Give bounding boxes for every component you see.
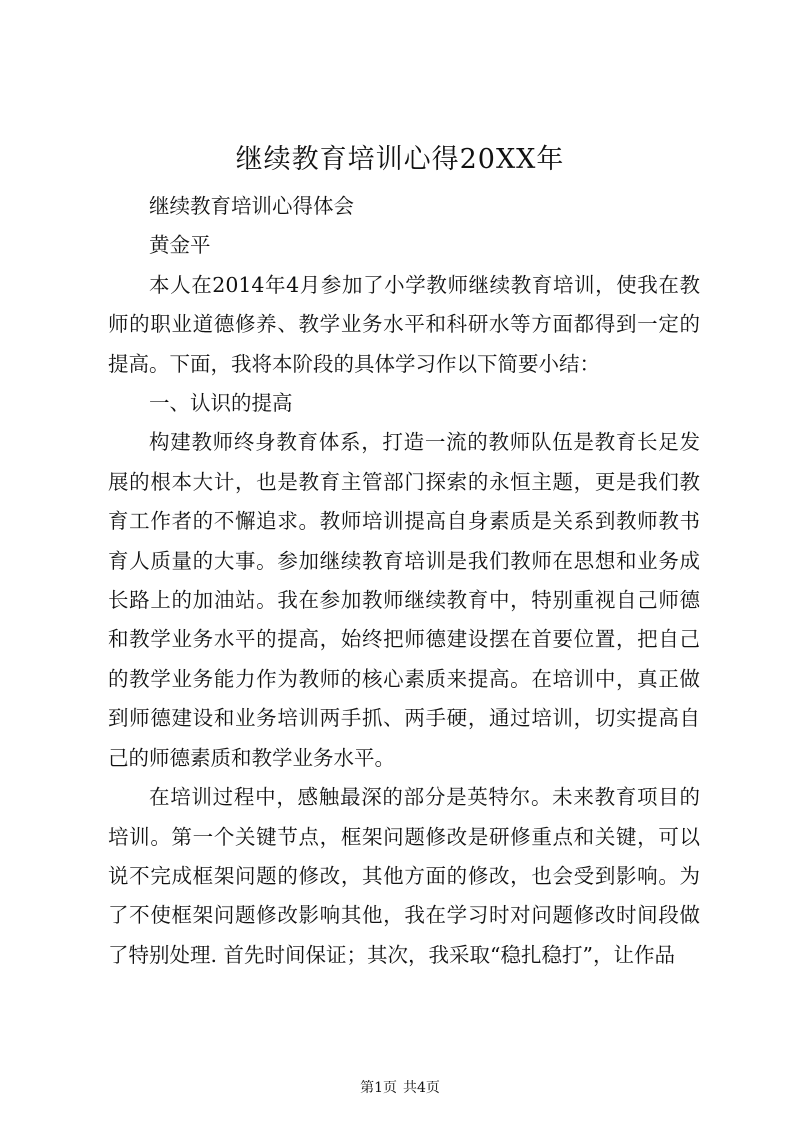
document-title: 继续教育培训心得20XX年 [235, 144, 565, 175]
page-total: 共4页 [403, 1080, 440, 1096]
document-body [108, 187, 700, 975]
page-number: 第1页 [360, 1080, 397, 1096]
section-heading: 一、认识的提高 [149, 391, 293, 416]
page-footer [0, 1078, 800, 1098]
body-paragraph: 构建教师终身教育体系，打造一流的教师队伍是教育长足发展的根本大计，也是教育主管部门探索的永恒主题，更是我们教育工作者的不懈追求。教师培训提高自身素质是关系到教师教书育人质量的大事。参加继续教育培训是我们教师在思想和业务成长路上的加油站。我在参加教师继续教育中，特别重视自己师德和教学业务水平的提高，始终把师德建设摆在首要位置，把自己的教学业务能力作为教师的核心素质来提高。在培训中，真正做到师德建设和业务培训两手抓、两手硬，通过培训，切实提高自己的师德素质和教学业务水平。 [108, 430, 700, 770]
intro-paragraph: 本人在2014年4月参加了小学教师继续教育培训，使我在教师的职业道德修养、教学业务水平和科研水等方面都得到一定的提高。下面，我将本阶段的具体学习作以下简要小结： [108, 272, 700, 376]
subtitle-paragraph: 继续教育培训心得体会 [149, 194, 354, 218]
body-paragraph: 在培训过程中，感触最深的部分是英特尔。未来教育项目的培训。第一个关键节点，框架问题修改是研修重点和关键，可以说不完成框架问题的修改，其他方面的修改，也会受到影响。为了不使框架问题修改影响其他，我在学习时对问题修改时间段做了特别处理. 首先时间保证；其次，我采取“稳扎稳打”，让作品 [108, 785, 700, 967]
author-paragraph: 黄金平 [149, 233, 211, 258]
